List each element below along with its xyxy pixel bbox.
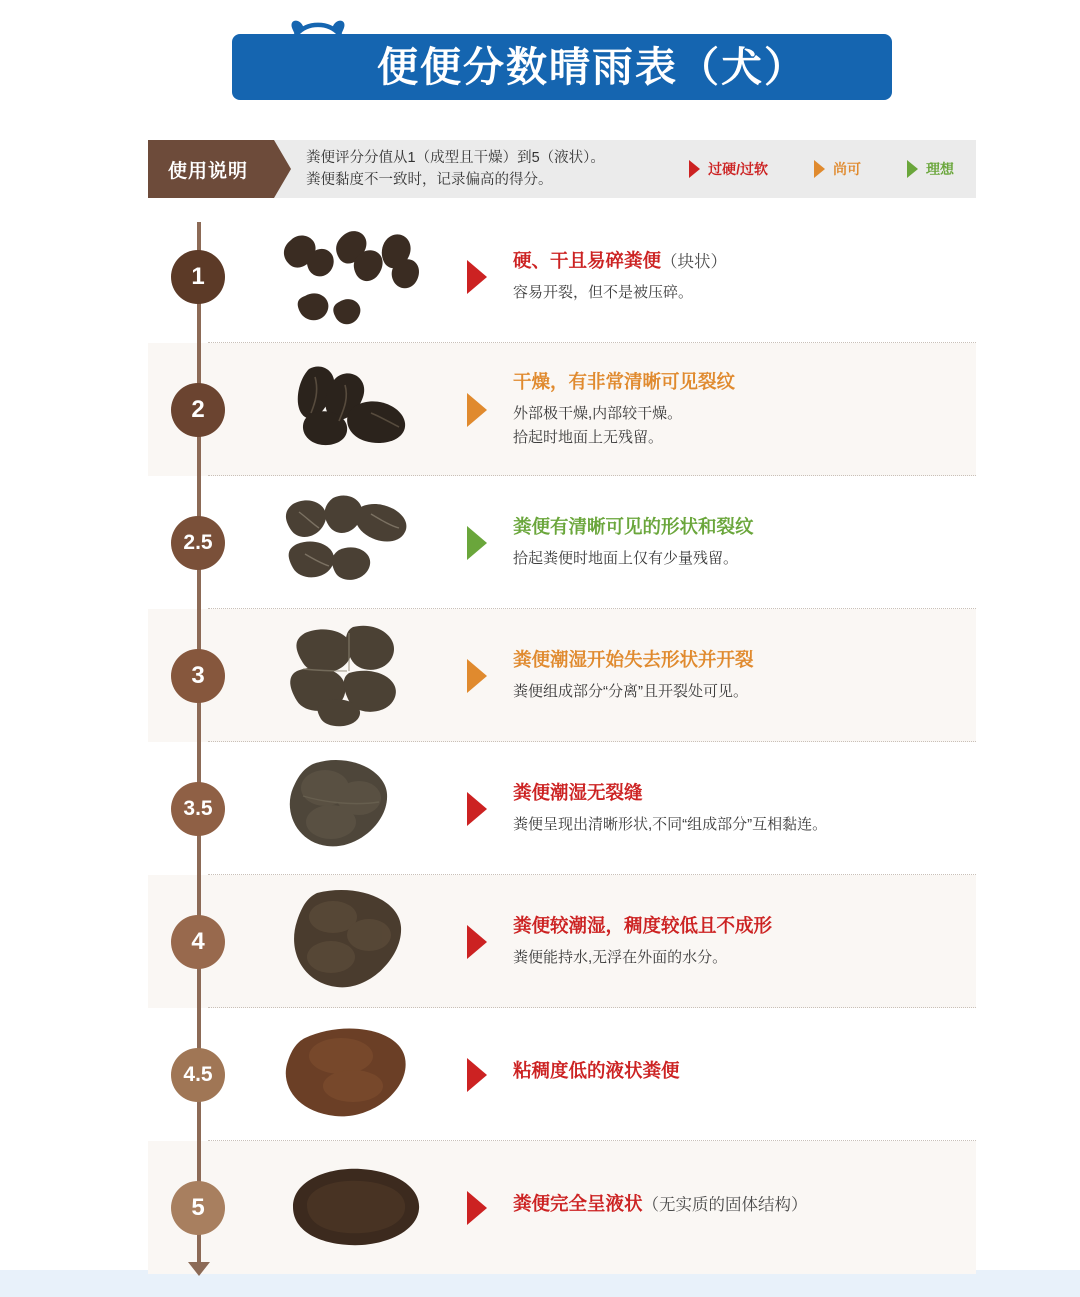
legend-label-1: 尚可 [833, 161, 861, 177]
score-desc-4-5 [513, 1058, 680, 1092]
score-title-4 [513, 913, 772, 940]
score-row-3-5 [0, 742, 1080, 875]
score-body-3: 粪便组成部分“分离”且开裂处可见。 [513, 683, 748, 701]
stool-image-1 [253, 218, 453, 336]
score-title-main-4: 粪便较潮湿，稠度较低且不成形 [513, 914, 773, 936]
stool-sample-2 [253, 351, 453, 469]
score-row-4 [0, 875, 1080, 1008]
score-rows [0, 210, 1080, 1274]
score-row-3 [0, 609, 1080, 742]
stool-sample-1 [253, 218, 453, 336]
score-desc-4 [513, 913, 772, 971]
instruction-line-1: 粪便评分分值从1（成型且干燥）到5（液状）。 [306, 149, 605, 166]
score-badge-3: 3 [171, 649, 225, 703]
score-row-1 [0, 210, 1080, 343]
legend-item-0 [689, 159, 768, 179]
score-row-2-5 [0, 476, 1080, 609]
legend [689, 159, 976, 179]
arrow-icon-4-5 [467, 1058, 487, 1092]
score-badge-2-5: 2.5 [171, 516, 225, 570]
score-title-3-5 [513, 780, 827, 807]
score-title-sub-1: （块状） [661, 252, 728, 271]
legend-item-1 [814, 159, 861, 179]
triangle-icon [907, 160, 918, 178]
score-title-main-2-5: 粪便有清晰可见的形状和裂纹 [513, 515, 754, 537]
score-title-3 [513, 647, 754, 674]
stool-image-4 [253, 883, 453, 1001]
score-title-main-4-5: 粘稠度低的液状粪便 [513, 1059, 680, 1081]
score-row-5 [0, 1141, 1080, 1274]
timeline-arrow-icon [188, 1262, 210, 1276]
score-title-2 [513, 369, 735, 396]
legend-label-2: 理想 [926, 161, 954, 177]
score-desc-3 [513, 647, 754, 705]
score-body-4: 粪便能持水,无浮在外面的水分。 [513, 949, 728, 967]
stool-sample-5 [253, 1149, 453, 1267]
score-badge-5: 5 [171, 1181, 225, 1235]
arrow-icon-2 [467, 393, 487, 427]
score-row-2 [0, 343, 1080, 476]
triangle-icon [814, 160, 825, 178]
score-badge-3-5: 3.5 [171, 782, 225, 836]
score-title-main-1: 硬、干且易碎粪便 [513, 249, 662, 271]
score-title-main-3: 粪便潮湿开始失去形状并开裂 [513, 648, 754, 670]
timeline-line [197, 222, 201, 1267]
arrow-icon-5 [467, 1191, 487, 1225]
stool-sample-2-5 [253, 484, 453, 602]
arrow-icon-4 [467, 925, 487, 959]
score-title-5 [513, 1191, 808, 1218]
triangle-icon [689, 160, 700, 178]
score-title-main-3-5: 粪便潮湿无裂缝 [513, 781, 643, 803]
score-desc-3-5 [513, 780, 827, 838]
arrow-icon-3-5 [467, 792, 487, 826]
stool-sample-4-5 [253, 1016, 453, 1134]
score-title-main-2: 干燥，有非常清晰可见裂纹 [513, 370, 736, 392]
page-title: 便便分数晴雨表（犬） [377, 43, 807, 90]
score-title-4-5 [513, 1058, 680, 1085]
stool-image-2-5 [253, 484, 453, 602]
arrow-icon-2-5 [467, 526, 487, 560]
score-desc-1 [513, 248, 727, 306]
score-body-1: 容易开裂，但不是被压碎。 [513, 284, 694, 302]
score-body-2 [513, 402, 735, 450]
score-desc-5 [513, 1191, 808, 1225]
score-desc-2-5 [513, 514, 754, 572]
stool-image-3 [253, 617, 453, 735]
poster-header [0, 0, 1080, 128]
stool-sample-3 [253, 617, 453, 735]
arrow-icon-1 [467, 260, 487, 294]
score-body-3-5: 粪便呈现出清晰形状,不同“组成部分”互相黏连。 [513, 816, 828, 834]
stool-image-2 [253, 351, 453, 469]
instruction-bar [148, 140, 976, 198]
stool-sample-3-5 [253, 750, 453, 868]
stool-sample-4 [253, 883, 453, 1001]
score-desc-2 [513, 369, 735, 451]
score-badge-2: 2 [171, 383, 225, 437]
score-badge-4: 4 [171, 915, 225, 969]
stool-image-4-5 [253, 1016, 453, 1134]
score-row-4-5 [0, 1008, 1080, 1141]
stool-image-3-5 [253, 750, 453, 868]
score-body-line-2a: 外部极干燥,内部较干燥。 [513, 405, 683, 423]
instruction-tag: 使用说明 [148, 140, 274, 198]
score-body-line-2b: 拾起时地面上无残留。 [513, 429, 664, 447]
arrow-icon-3 [467, 659, 487, 693]
score-title-2-5 [513, 514, 754, 541]
score-title-main-5: 粪便完全呈液状 [513, 1192, 643, 1214]
instruction-text [306, 147, 605, 192]
legend-label-0: 过硬/过软 [708, 161, 768, 177]
stool-image-5 [253, 1149, 453, 1267]
score-body-2-5: 拾起粪便时地面上仅有少量残留。 [513, 550, 739, 568]
score-badge-1: 1 [171, 250, 225, 304]
instruction-line-2: 粪便黏度不一致时，记录偏高的得分。 [306, 172, 553, 188]
score-title-sub-5: （无实质的固体结构） [642, 1195, 808, 1214]
score-badge-4-5: 4.5 [171, 1048, 225, 1102]
title-bar [232, 34, 892, 100]
legend-item-2 [907, 159, 954, 179]
score-title-1 [513, 248, 727, 275]
